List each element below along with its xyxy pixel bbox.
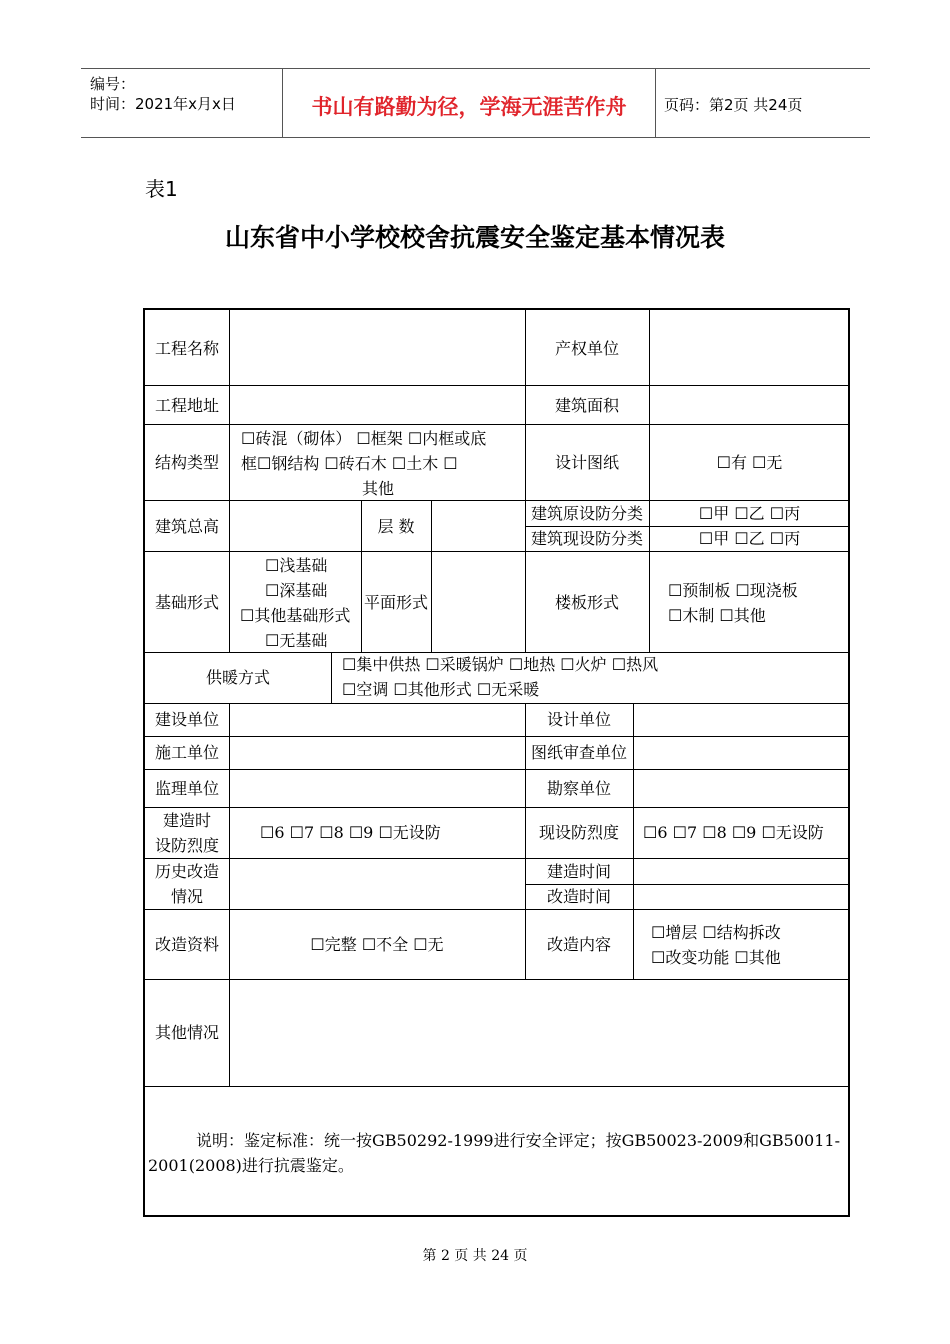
label-renovation-content: 改造内容 (546, 935, 611, 954)
design-drawing-options[interactable]: ☐有 ☐无 (716, 453, 783, 472)
foundation-option[interactable]: ☐浅基础 (265, 556, 328, 575)
label-supervisor: 监理单位 (154, 779, 219, 798)
label-build-intensity: 设防烈度 (154, 836, 219, 855)
renovation-docs-options[interactable]: ☐完整 ☐不全 ☐无 (310, 935, 444, 954)
label-renovate-time: 改造时间 (546, 887, 611, 906)
heating-options[interactable]: ☐空调 ☐其他形式 ☐无采暖 (342, 680, 540, 699)
label-other-info: 其他情况 (154, 1023, 219, 1042)
label-curr-intensity: 现设防烈度 (538, 823, 619, 842)
structure-options[interactable]: 框☐钢结构 ☐砖石木 ☐土木 ☐ (241, 454, 458, 473)
number-label: 编号： (90, 75, 136, 93)
label-total-height: 建筑总高 (154, 517, 219, 536)
label-designer: 设计单位 (546, 710, 611, 729)
label-constructor: 施工单位 (154, 743, 219, 762)
header-divider (655, 69, 656, 137)
foundation-option[interactable]: ☐无基础 (265, 631, 328, 650)
orig-category-options[interactable]: ☐甲 ☐乙 ☐丙 (698, 504, 801, 523)
label-structure-type: 结构类型 (154, 453, 219, 472)
label-survey: 勘察单位 (546, 779, 611, 798)
label-curr-category: 建筑现设防分类 (530, 529, 643, 548)
curr-category-options[interactable]: ☐甲 ☐乙 ☐丙 (698, 529, 801, 548)
header-meta (90, 74, 236, 114)
label-foundation-form: 基础形式 (154, 593, 219, 612)
label-floors: 层 数 (377, 517, 415, 536)
renovation-content-options[interactable]: ☐改变功能 ☐其他 (651, 948, 781, 967)
page-title: 山东省中小学校校舍抗震安全鉴定基本情况表 (224, 223, 725, 252)
label-orig-category: 建筑原设防分类 (530, 504, 643, 523)
label-slab-form: 楼板形式 (554, 593, 619, 612)
label-drawing-review: 图纸审查单位 (530, 743, 627, 762)
label-plan-form: 平面形式 (363, 593, 428, 612)
label-build-intensity: 建造时 (162, 811, 211, 830)
document-header (81, 68, 870, 138)
label-project-address: 工程地址 (154, 396, 219, 415)
table-label: 表1 (145, 177, 178, 201)
header-page-label: 页码：第2页 共24页 (664, 96, 803, 114)
label-project-name: 工程名称 (154, 339, 219, 358)
slab-options[interactable]: ☐木制 ☐其他 (668, 606, 766, 625)
label-renovation-docs: 改造资料 (154, 935, 219, 954)
page-footer: 第 2 页 共 24 页 (422, 1248, 528, 1264)
label-property-owner: 产权单位 (554, 339, 619, 358)
label-builder: 建设单位 (154, 710, 219, 729)
heating-options[interactable]: ☐集中供热 ☐采暖锅炉 ☐地热 ☐火炉 ☐热风 (342, 655, 659, 674)
curr-intensity-options[interactable]: ☐6 ☐7 ☐8 ☐9 ☐无设防 (643, 823, 824, 842)
label-history: 历史改造 (154, 862, 219, 881)
label-design-drawing: 设计图纸 (554, 453, 619, 472)
header-motto: 书山有路勤为径，学海无涯苦作舟 (311, 95, 627, 119)
renovation-content-options[interactable]: ☐增层 ☐结构拆改 (651, 923, 781, 942)
slab-options[interactable]: ☐预制板 ☐现浇板 (668, 581, 798, 600)
time-label: 时间：2021年x月x日 (90, 95, 236, 113)
label-history: 情况 (170, 887, 203, 906)
form-note: 说明：鉴定标准：统一按GB50292-1999进行安全评定；按GB50023-2009和GB50011-2001(2008)进行抗震鉴定。 (148, 1131, 840, 1175)
foundation-option[interactable]: ☐深基础 (265, 581, 328, 600)
structure-options[interactable]: 其他 (362, 479, 395, 498)
label-building-area: 建筑面积 (554, 396, 619, 415)
structure-options[interactable]: ☐砖混（砌体） ☐框架 ☐内框或底 (241, 429, 487, 448)
label-heating: 供暖方式 (205, 668, 270, 687)
foundation-option[interactable]: ☐其他基础形式 (240, 606, 351, 625)
build-intensity-options[interactable]: ☐6 ☐7 ☐8 ☐9 ☐无设防 (260, 823, 441, 842)
label-build-time: 建造时间 (546, 862, 611, 881)
form-table (143, 308, 850, 1217)
